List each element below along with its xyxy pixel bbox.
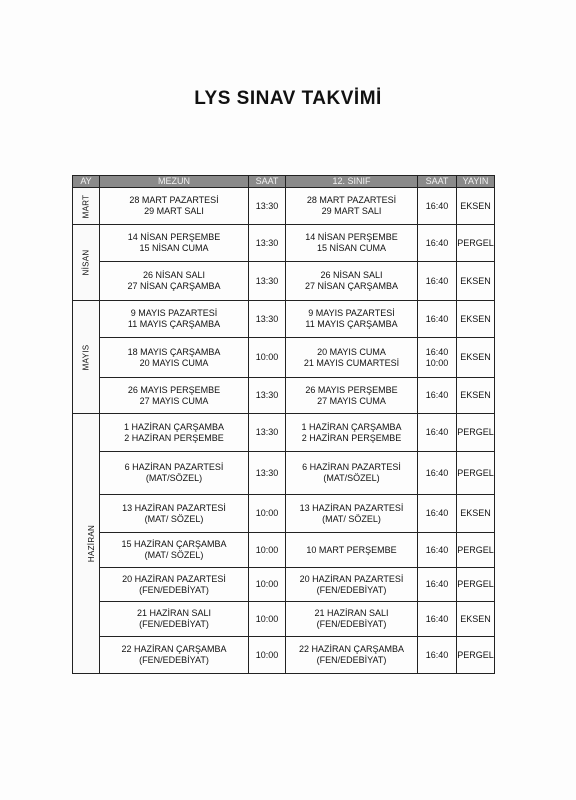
mezun-date-cell-line: (FEN/EDEBİYAT) xyxy=(139,655,209,665)
mezun-time-cell-line: 13:30 xyxy=(255,237,279,248)
mezun-time-cell-line: 13:30 xyxy=(255,427,279,437)
mezun-date-cell-line: 1 HAZİRAN ÇARŞAMBA xyxy=(123,421,225,432)
mezun-time-cell xyxy=(249,414,286,452)
mezun-time-cell xyxy=(249,188,286,225)
publisher-cell xyxy=(457,637,495,674)
sinif-time-cell xyxy=(418,414,457,452)
month-label: HAZİRAN xyxy=(87,524,97,563)
mezun-date-cell xyxy=(100,414,249,452)
publisher-cell xyxy=(457,338,495,378)
sinif-date-cell-line: 20 MAYIS CUMA xyxy=(317,346,386,357)
header-saat-mezun: SAAT xyxy=(249,176,286,188)
mezun-date-cell-line: 11 MAYIS ÇARŞAMBA xyxy=(127,319,221,329)
mezun-date-cell-line: 15 HAZİRAN ÇARŞAMBA xyxy=(121,539,227,549)
publisher-cell-line: EKSEN xyxy=(460,390,491,400)
mezun-time-cell xyxy=(249,568,286,602)
sinif-time-cell-line: 16:40 xyxy=(425,313,449,324)
sinif-date-cell-line: 6 HAZİRAN PAZARTESİ xyxy=(302,462,401,472)
sinif-time-cell xyxy=(418,637,457,674)
table-row xyxy=(73,568,495,602)
sinif-time-cell-line: 16:40 xyxy=(425,346,449,357)
sinif-time-cell xyxy=(418,602,457,637)
sinif-date-cell-line: 15 NİSAN CUMA xyxy=(316,243,387,253)
sinif-time-cell xyxy=(418,495,457,533)
sinif-time-cell-line: 16:40 xyxy=(425,544,449,555)
mezun-date-cell-line: 20 HAZİRAN PAZARTESİ xyxy=(122,573,226,584)
sinif-date-cell-line: (MAT/ SÖZEL) xyxy=(322,513,381,524)
sinif-time-cell xyxy=(418,188,457,225)
sinif-time-cell-line: 16:40 xyxy=(425,579,449,589)
sinif-date-cell-line: 1 HAZİRAN ÇARŞAMBA xyxy=(301,421,402,432)
sinif-date-cell-line: (FEN/EDEBİYAT) xyxy=(316,584,387,595)
table-row xyxy=(73,602,495,637)
month-cell xyxy=(73,301,100,414)
sinif-time-cell xyxy=(418,378,457,414)
header-12-sinif: 12. SINIF xyxy=(286,176,418,188)
mezun-date-cell-line: 2 HAZİRAN PERŞEMBE xyxy=(124,432,224,443)
mezun-date-cell-line: 6 HAZİRAN PAZARTESİ xyxy=(124,462,224,472)
header-ay: AY xyxy=(73,176,100,188)
mezun-date-cell-line: 22 HAZİRAN ÇARŞAMBA xyxy=(121,644,227,654)
mezun-date-cell-line: 9 MAYIS PAZARTESİ xyxy=(130,308,218,318)
sinif-time-cell xyxy=(418,533,457,568)
sinif-time-cell-line: 16:40 xyxy=(425,200,449,211)
table-row xyxy=(73,452,495,495)
sinif-date-cell xyxy=(286,495,418,533)
month-label: MART xyxy=(81,194,91,218)
mezun-time-cell xyxy=(249,338,286,378)
sinif-date-cell-line: 21 HAZİRAN SALI xyxy=(314,608,389,618)
mezun-date-cell xyxy=(100,378,249,414)
sinif-time-cell-line: 16:40 xyxy=(425,649,449,660)
mezun-date-cell xyxy=(100,262,249,301)
table-header-row xyxy=(73,176,495,188)
mezun-time-cell-line: 10:00 xyxy=(255,649,279,660)
mezun-date-cell-line: (MAT/ SÖZEL) xyxy=(144,513,204,524)
sinif-time-cell-line: 16:40 xyxy=(425,390,449,400)
mezun-date-cell-line: (FEN/EDEBİYAT) xyxy=(139,619,209,629)
publisher-cell xyxy=(457,414,495,452)
mezun-date-cell-line: 14 NİSAN PERŞEMBE xyxy=(127,232,221,242)
mezun-date-cell xyxy=(100,602,249,637)
month-cell xyxy=(73,188,100,225)
month-cell xyxy=(73,414,100,674)
mezun-time-cell-line: 10:00 xyxy=(255,352,279,362)
mezun-date-cell xyxy=(100,533,249,568)
mezun-date-cell-line: 20 MAYIS CUMA xyxy=(139,357,209,368)
sinif-date-cell-line: 10 MART PERŞEMBE xyxy=(306,544,397,555)
sinif-time-cell-line: 16:40 xyxy=(425,237,449,248)
publisher-cell-line: PERGEL xyxy=(457,427,494,437)
mezun-time-cell-line: 10:00 xyxy=(255,508,279,518)
sinif-time-cell xyxy=(418,262,457,301)
sinif-date-cell-line: 13 HAZİRAN PAZARTESİ xyxy=(299,502,404,513)
mezun-time-cell-line: 10:00 xyxy=(255,579,279,589)
sinif-date-cell-line: 21 MAYIS CUMARTESİ xyxy=(303,357,400,368)
mezun-date-cell-line: 28 MART PAZARTESİ xyxy=(129,195,219,205)
mezun-date-cell-line: (MAT/ SÖZEL) xyxy=(144,550,204,560)
mezun-date-cell xyxy=(100,301,249,338)
publisher-cell-line: PERGEL xyxy=(457,237,494,248)
sinif-date-cell xyxy=(286,338,418,378)
publisher-cell-line: PERGEL xyxy=(457,544,494,555)
sinif-date-cell xyxy=(286,568,418,602)
sinif-date-cell-line: 27 MAYIS CUMA xyxy=(317,395,386,406)
header-yayin: YAYIN xyxy=(457,176,495,188)
publisher-cell xyxy=(457,301,495,338)
sinif-date-cell xyxy=(286,262,418,301)
mezun-date-cell xyxy=(100,225,249,262)
publisher-cell-line: EKSEN xyxy=(460,508,491,518)
sinif-time-cell-line: 16:40 xyxy=(425,508,449,518)
sinif-date-cell-line: 26 MAYIS PERŞEMBE xyxy=(305,384,398,395)
sinif-date-cell-line: (MAT/SÖZEL) xyxy=(323,473,380,483)
sinif-time-cell xyxy=(418,225,457,262)
publisher-cell xyxy=(457,452,495,495)
sinif-date-cell xyxy=(286,452,418,495)
table-row xyxy=(73,262,495,301)
table-row xyxy=(73,301,495,338)
publisher-cell xyxy=(457,568,495,602)
sinif-date-cell-line: 14 NİSAN PERŞEMBE xyxy=(305,232,398,242)
mezun-time-cell xyxy=(249,378,286,414)
sinif-date-cell-line: 2 HAZİRAN PERŞEMBE xyxy=(301,432,402,443)
sinif-date-cell-line: 22 HAZİRAN ÇARŞAMBA xyxy=(298,644,405,654)
sinif-date-cell-line: (FEN/EDEBİYAT) xyxy=(316,619,387,629)
mezun-date-cell xyxy=(100,568,249,602)
sinif-date-cell xyxy=(286,637,418,674)
mezun-date-cell-line: 26 NİSAN SALI xyxy=(142,270,206,280)
month-cell xyxy=(73,225,100,301)
publisher-cell xyxy=(457,533,495,568)
mezun-date-cell xyxy=(100,338,249,378)
schedule-body xyxy=(73,188,495,674)
header-saat-sinif: SAAT xyxy=(418,176,457,188)
mezun-date-cell-line: 21 HAZİRAN SALI xyxy=(136,608,212,618)
sinif-time-cell-line: 16:40 xyxy=(425,613,449,624)
sinif-date-cell xyxy=(286,414,418,452)
mezun-date-cell xyxy=(100,188,249,225)
publisher-cell-line: EKSEN xyxy=(460,275,491,286)
publisher-cell-line: EKSEN xyxy=(460,613,491,624)
table-row xyxy=(73,495,495,533)
sinif-date-cell-line: 11 MAYIS ÇARŞAMBA xyxy=(305,319,398,329)
sinif-time-cell xyxy=(418,301,457,338)
publisher-cell xyxy=(457,262,495,301)
mezun-time-cell-line: 13:30 xyxy=(255,390,279,400)
mezun-date-cell xyxy=(100,495,249,533)
sinif-date-cell xyxy=(286,301,418,338)
sinif-date-cell xyxy=(286,225,418,262)
sinif-date-cell-line: 29 MART SALI xyxy=(321,206,382,216)
exam-schedule-table xyxy=(72,175,495,674)
month-label: NİSAN xyxy=(81,249,91,276)
page-title: LYS SINAV TAKVİMİ xyxy=(194,88,382,109)
mezun-time-cell xyxy=(249,262,286,301)
sinif-date-cell xyxy=(286,378,418,414)
sinif-time-cell xyxy=(418,338,457,378)
sinif-date-cell-line: 9 MAYIS PAZARTESİ xyxy=(308,308,395,318)
sinif-date-cell xyxy=(286,602,418,637)
publisher-cell-line: EKSEN xyxy=(460,352,491,362)
publisher-cell-line: EKSEN xyxy=(460,313,491,324)
publisher-cell-line: PERGEL xyxy=(457,579,494,589)
mezun-date-cell-line: (FEN/EDEBİYAT) xyxy=(139,584,209,595)
mezun-time-cell-line: 13:30 xyxy=(255,275,279,286)
sinif-time-cell-line: 10:00 xyxy=(425,357,449,368)
mezun-date-cell-line: (MAT/SÖZEL) xyxy=(145,473,203,483)
mezun-time-cell xyxy=(249,225,286,262)
mezun-date-cell xyxy=(100,637,249,674)
mezun-date-cell-line: 27 MAYIS CUMA xyxy=(139,395,209,406)
publisher-cell xyxy=(457,495,495,533)
sinif-date-cell-line: 28 MART PAZARTESİ xyxy=(306,195,397,205)
mezun-time-cell-line: 13:30 xyxy=(255,467,279,478)
publisher-cell xyxy=(457,378,495,414)
mezun-time-cell xyxy=(249,533,286,568)
mezun-time-cell xyxy=(249,301,286,338)
table-row xyxy=(73,225,495,262)
publisher-cell xyxy=(457,225,495,262)
table-row xyxy=(73,533,495,568)
mezun-time-cell xyxy=(249,495,286,533)
sinif-date-cell-line: 26 NİSAN SALI xyxy=(320,270,383,280)
mezun-date-cell-line: 26 MAYIS PERŞEMBE xyxy=(127,384,221,395)
sinif-time-cell-line: 16:40 xyxy=(425,467,449,478)
mezun-time-cell-line: 13:30 xyxy=(255,313,279,324)
sinif-date-cell-line: 20 HAZİRAN PAZARTESİ xyxy=(299,573,404,584)
table-row xyxy=(73,378,495,414)
publisher-cell xyxy=(457,188,495,225)
sinif-time-cell xyxy=(418,568,457,602)
mezun-date-cell-line: 27 NİSAN ÇARŞAMBA xyxy=(127,281,221,291)
mezun-time-cell-line: 10:00 xyxy=(255,613,279,624)
table-row xyxy=(73,338,495,378)
mezun-time-cell xyxy=(249,602,286,637)
mezun-date-cell-line: 15 NİSAN CUMA xyxy=(139,243,209,253)
mezun-time-cell-line: 10:00 xyxy=(255,544,279,555)
mezun-date-cell-line: 13 HAZİRAN PAZARTESİ xyxy=(122,502,226,513)
publisher-cell-line: EKSEN xyxy=(460,200,491,211)
sinif-date-cell-line: (FEN/EDEBİYAT) xyxy=(316,655,387,665)
mezun-time-cell-line: 13:30 xyxy=(255,200,279,211)
sinif-time-cell-line: 16:40 xyxy=(425,275,449,286)
sinif-time-cell-line: 16:40 xyxy=(425,427,449,437)
header-mezun: MEZUN xyxy=(100,176,249,188)
mezun-time-cell xyxy=(249,452,286,495)
month-label: MAYIS xyxy=(81,344,91,370)
sinif-date-cell xyxy=(286,533,418,568)
mezun-time-cell xyxy=(249,637,286,674)
sinif-time-cell xyxy=(418,452,457,495)
table-row xyxy=(73,188,495,225)
sinif-date-cell xyxy=(286,188,418,225)
mezun-date-cell xyxy=(100,452,249,495)
sinif-date-cell-line: 27 NİSAN ÇARŞAMBA xyxy=(304,281,399,291)
mezun-date-cell-line: 29 MART SALI xyxy=(144,206,204,216)
mezun-date-cell-line: 18 MAYIS ÇARŞAMBA xyxy=(127,346,221,357)
publisher-cell-line: PERGEL xyxy=(457,467,494,478)
publisher-cell-line: PERGEL xyxy=(457,649,494,660)
publisher-cell xyxy=(457,602,495,637)
table-row xyxy=(73,414,495,452)
table-row xyxy=(73,637,495,674)
